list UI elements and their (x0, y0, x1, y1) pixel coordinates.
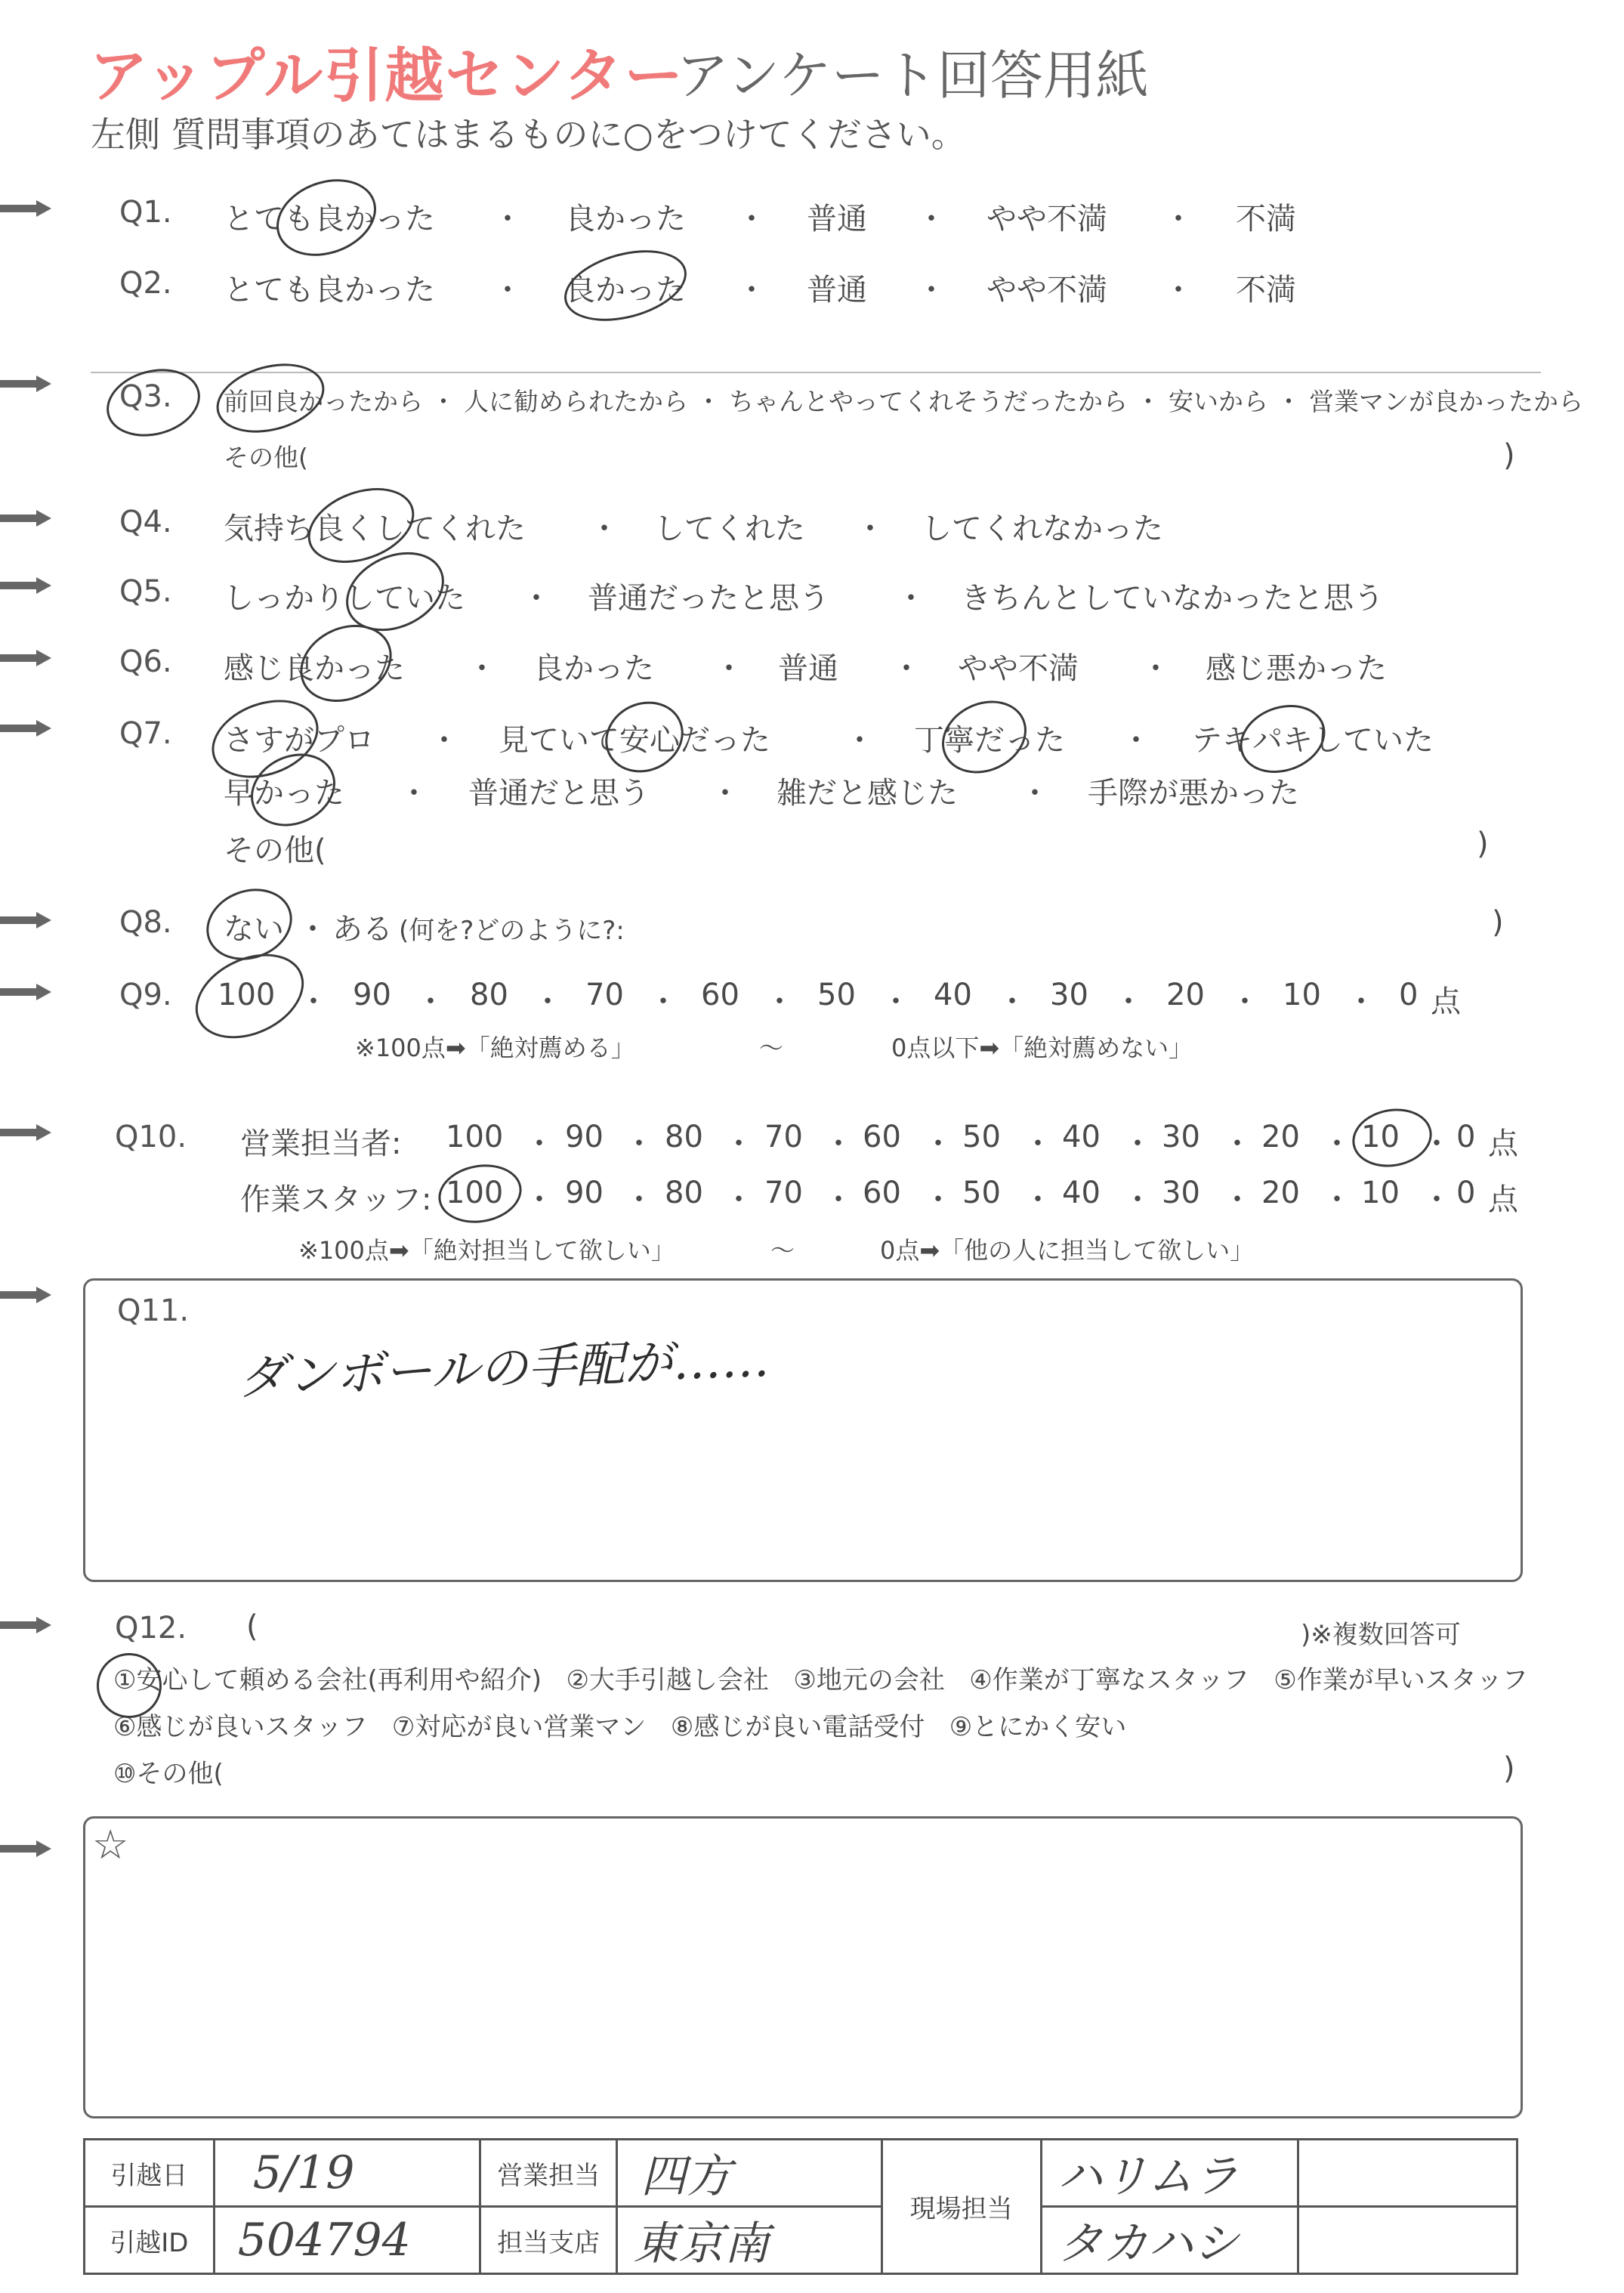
q12-note: )※複数回答可 (1301, 1620, 1461, 1650)
q10-staff-score[interactable]: 20 (1261, 1176, 1300, 1210)
q9-score[interactable]: 0 (1399, 978, 1419, 1012)
arrow-icon (0, 1287, 53, 1303)
separator-dot: ・ (467, 651, 497, 686)
q2-option[interactable]: 普通 (807, 273, 867, 307)
separator-dot: ・ (764, 984, 795, 1019)
separator-dot: ・ (1163, 273, 1193, 307)
separator-dot: ・ (429, 723, 459, 758)
q9-score[interactable]: 20 (1166, 978, 1205, 1012)
q3-label: Q3. (119, 379, 172, 414)
q8-detail-label: (何を?どのように?: (399, 916, 625, 946)
q11-handwritten-answer: ダンボールの手配が…… (237, 1331, 770, 1407)
q10-staff-score[interactable]: 30 (1162, 1176, 1200, 1210)
q3-options-row (224, 382, 1583, 418)
q12-option[interactable]: ⑤作業が早いスタッフ (1274, 1665, 1528, 1695)
arrow-icon (0, 984, 53, 1000)
q9-score[interactable]: 40 (934, 978, 972, 1012)
q10-sales-score[interactable]: 100 (446, 1120, 504, 1154)
q4-option[interactable]: してくれなかった (922, 511, 1163, 546)
separator-dot: ・ (823, 1126, 854, 1161)
branch-label: 担当支店 (480, 2207, 617, 2274)
q11-label: Q11. (117, 1293, 190, 1328)
separator-dot: ・ (844, 723, 875, 758)
separator-dot: ・ (724, 1182, 754, 1217)
q9-score[interactable]: 50 (817, 978, 856, 1012)
q12-row2 (113, 1706, 1126, 1743)
q9-score[interactable]: 70 (585, 978, 624, 1012)
separator-dot: ・ (1322, 1182, 1352, 1217)
q10-staff-score[interactable]: 80 (665, 1176, 703, 1210)
q6-option[interactable]: 良かった (533, 651, 654, 686)
q10-sales-score[interactable]: 30 (1162, 1120, 1200, 1154)
q2-option[interactable]: 良かった (565, 273, 686, 307)
separator-dot: ・ (1346, 984, 1376, 1019)
close-paren: ) (1503, 438, 1515, 473)
q6-option[interactable]: 感じ良かった (224, 651, 405, 686)
comment-box[interactable] (83, 1816, 1523, 2118)
q4-label: Q4. (119, 505, 172, 539)
q1-option[interactable]: 良かった (565, 202, 686, 236)
separator-dot: ・ (1122, 1182, 1153, 1217)
q10-staff-score[interactable]: 0 (1456, 1176, 1476, 1210)
q12-option[interactable]: ⑦対応が良い営業マン (391, 1712, 647, 1742)
q12-label: Q12. (115, 1611, 187, 1646)
separator-dot: ・ (736, 273, 767, 307)
q12-option[interactable]: ⑨とにかく安い (949, 1712, 1127, 1742)
q10-unit: 点 (1488, 1182, 1518, 1217)
separator-dot: ・ (624, 1182, 654, 1217)
separator-dot: ・ (714, 651, 744, 686)
separator-dot: ・ (891, 651, 922, 686)
q1-option[interactable]: 不満 (1236, 202, 1296, 236)
q3-other-label: その他( (224, 443, 308, 472)
q9-score[interactable]: 30 (1050, 978, 1088, 1012)
q9-score[interactable]: 80 (470, 978, 508, 1012)
q7-option[interactable]: 手際が悪かった (1088, 776, 1299, 811)
separator-dot: ・ (624, 1126, 654, 1161)
q4-option[interactable]: してくれた (654, 511, 805, 546)
separator-dot: ・ (1020, 776, 1050, 811)
selection-circle (266, 166, 387, 270)
q10-sales-score[interactable]: 60 (863, 1120, 901, 1154)
q10-staff-label: 作業スタッフ: (240, 1182, 432, 1217)
close-paren: ) (1477, 827, 1489, 861)
separator-dot: ・ (736, 202, 767, 236)
q6-option[interactable]: 感じ悪かった (1206, 651, 1387, 686)
q9-score[interactable]: 90 (353, 978, 391, 1012)
q10-staff-score[interactable]: 70 (764, 1176, 803, 1210)
q2-option[interactable]: やや不満 (986, 273, 1107, 307)
q8-option[interactable]: ない (224, 912, 284, 947)
separator-dot: ・ (648, 984, 678, 1019)
arrow-icon (0, 375, 53, 392)
q7-label: Q7. (119, 716, 172, 751)
q3-option[interactable]: 営業マンが良かったから (1309, 387, 1583, 416)
q7-option[interactable]: 丁寧だった (914, 723, 1065, 758)
q8-option[interactable]: ある (332, 912, 393, 947)
separator-dot: ・ (521, 581, 551, 616)
site-staff-extra[interactable] (1298, 2207, 1517, 2274)
q10-sales-score[interactable]: 0 (1456, 1120, 1476, 1154)
branch-value[interactable]: 東京南 (617, 2207, 881, 2274)
site-label: 現場担当 (881, 2140, 1041, 2274)
separator-dot: ・ (1222, 1182, 1252, 1217)
separator-dot: ・ (415, 984, 446, 1019)
separator-dot: ・ (492, 202, 523, 236)
move-date-label: 引越日 (85, 2140, 215, 2207)
q10-staff-score[interactable]: 40 (1062, 1176, 1101, 1210)
move-id-value[interactable]: 504794 (214, 2207, 480, 2274)
separator-dot: ・ (724, 1126, 754, 1161)
separator-dot: ・ (1122, 1126, 1153, 1161)
q6-option[interactable]: 普通 (778, 651, 838, 686)
site-staff-extra[interactable] (1298, 2140, 1517, 2207)
selection-circle (208, 353, 332, 444)
separator-dot: ・ (823, 1182, 854, 1217)
separator-dot: ・ (524, 1182, 554, 1217)
arrow-icon (0, 577, 53, 594)
arrow-icon (0, 650, 53, 666)
q7-option[interactable]: 普通だと思う (468, 776, 650, 811)
separator-dot: ・ (298, 912, 328, 947)
separator-dot: ・ (855, 511, 885, 546)
q3-option[interactable]: 人に勧められたから (464, 387, 688, 416)
q1-option[interactable]: とても良かった (224, 202, 435, 236)
q11-answer-box[interactable] (83, 1278, 1523, 1582)
q7-option[interactable]: 見ていて安心だった (499, 723, 770, 758)
separator-dot: ・ (399, 776, 429, 811)
q9-unit: 点 (1431, 984, 1461, 1019)
q1-option[interactable]: 普通 (807, 202, 867, 236)
company-logo: アップル引越センター (89, 42, 685, 110)
q12-option[interactable]: ④作業が丁寧なスタッフ (969, 1665, 1249, 1695)
q7-other-label: その他( (224, 833, 326, 868)
separator-dot: ・ (1322, 1126, 1352, 1161)
separator-dot: ・ (492, 273, 523, 307)
sales-value[interactable]: 四方 (617, 2140, 881, 2207)
q2-option[interactable]: 不満 (1236, 273, 1296, 307)
form-title: アンケート回答用紙 (676, 45, 1149, 107)
separator-dot: ・ (1135, 387, 1161, 416)
site-staff-2[interactable]: タカハシ (1041, 2207, 1298, 2274)
selection-circle (182, 938, 318, 1055)
q12-option[interactable]: ①安心して頼める会社(再利用や紹介) (113, 1665, 542, 1695)
q10-note-left: ※100点➡「絶対担当して欲しい」 (298, 1236, 675, 1265)
separator-dot: ・ (1230, 984, 1260, 1019)
q9-score[interactable]: 60 (701, 978, 739, 1012)
selection-circle (557, 238, 695, 333)
q10-sales-score[interactable]: 40 (1062, 1120, 1101, 1154)
close-paren: ) (1503, 1751, 1515, 1786)
q10-staff-score[interactable]: 10 (1361, 1176, 1400, 1210)
q12-option[interactable]: ⑥感じが良いスタッフ (113, 1712, 368, 1742)
separator-dot: ・ (881, 984, 911, 1019)
q9-label: Q9. (119, 978, 172, 1012)
q9-note-right: 0点以下➡「絶対薦めない」 (891, 1034, 1193, 1062)
q10-staff-score[interactable]: 90 (565, 1176, 604, 1210)
q5-option[interactable]: きちんとしていなかったと思う (961, 581, 1384, 616)
q10-note-right: 0点➡「他の人に担当して欲しい」 (880, 1236, 1255, 1265)
q10-unit: 点 (1488, 1126, 1518, 1161)
separator-dot: ・ (431, 387, 456, 416)
q3-option[interactable]: ちゃんとやってくれそうだったから (729, 387, 1128, 416)
arrow-icon (0, 1124, 53, 1141)
q12-open-paren: ( (246, 1609, 258, 1644)
footer-table (83, 2138, 1518, 2275)
q4-option[interactable]: 気持ち良くしてくれた (224, 511, 526, 546)
q7-option[interactable]: 早かった (224, 776, 344, 811)
separator-dot: ・ (916, 273, 946, 307)
q10-staff-score[interactable]: 50 (962, 1176, 1001, 1210)
q1-option[interactable]: やや不満 (986, 202, 1107, 236)
q7-option[interactable]: さすがプロ (224, 723, 375, 758)
q10-sales-score[interactable]: 50 (962, 1120, 1001, 1154)
q10-sales-score[interactable]: 10 (1361, 1120, 1400, 1154)
separator-dot: ・ (1163, 202, 1193, 236)
separator-dot: ・ (696, 387, 721, 416)
separator-dot: ・ (1422, 1182, 1452, 1217)
q10-staff-score[interactable]: 100 (446, 1176, 504, 1210)
q5-option[interactable]: 普通だったと思う (588, 581, 829, 616)
q6-option[interactable]: やや不満 (958, 651, 1079, 686)
q5-option[interactable]: しっかりしていた (224, 581, 465, 616)
instruction-text: 左側 質問事項のあてはまるものに○をつけてください。 (91, 114, 966, 155)
separator-dot: ・ (710, 776, 740, 811)
move-id-label: 引越ID (85, 2207, 215, 2274)
q10-sales-score[interactable]: 90 (565, 1120, 604, 1154)
separator-dot: ・ (1422, 1126, 1452, 1161)
arrow-icon (0, 510, 53, 527)
separator-dot: ・ (896, 581, 926, 616)
move-date-value[interactable]: 5/19 (214, 2140, 480, 2207)
sales-label: 営業担当 (480, 2140, 617, 2207)
q10-note-sep: 〜 (770, 1236, 795, 1265)
separator-dot: ・ (298, 984, 329, 1019)
q2-label: Q2. (119, 266, 172, 301)
q2-option[interactable]: とても良かった (224, 273, 435, 307)
separator-dot: ・ (916, 202, 946, 236)
q1-label: Q1. (119, 195, 172, 230)
separator-dot: ・ (923, 1182, 953, 1217)
q12-option[interactable]: ③地元の会社 (793, 1665, 945, 1695)
q10-sales-score[interactable]: 20 (1261, 1120, 1300, 1154)
q3-option[interactable]: 安いから (1169, 387, 1268, 416)
separator-dot: ・ (923, 1126, 953, 1161)
star-icon: ☆ (92, 1821, 129, 1868)
q10-sales-score[interactable]: 70 (764, 1120, 803, 1154)
separator-dot: ・ (589, 511, 619, 546)
q10-sales-score[interactable]: 80 (665, 1120, 703, 1154)
q5-label: Q5. (119, 574, 172, 609)
separator-dot: ・ (1023, 1182, 1053, 1217)
q6-label: Q6. (119, 644, 172, 679)
separator-dot: ・ (997, 984, 1027, 1019)
q10-staff-score[interactable]: 60 (863, 1176, 901, 1210)
close-paren: ) (1492, 905, 1504, 940)
q9-score[interactable]: 100 (218, 978, 276, 1012)
arrow-icon (0, 1617, 53, 1633)
q9-note-sep: 〜 (759, 1034, 784, 1062)
q12-row1 (113, 1659, 1528, 1696)
q12-option[interactable]: ⑧感じが良い電話受付 (670, 1712, 925, 1742)
q12-other-label: ⑩その他( (113, 1759, 224, 1789)
arrow-icon (0, 912, 53, 929)
q7-option[interactable]: 雑だと感じた (776, 776, 958, 811)
q10-sales-label: 営業担当者: (240, 1126, 402, 1161)
q3-option[interactable]: 前回良かったから (224, 387, 423, 416)
arrow-icon (0, 200, 53, 217)
separator-dot: ・ (1023, 1126, 1053, 1161)
arrow-icon (0, 1840, 53, 1857)
separator-dot: ・ (1113, 984, 1144, 1019)
separator-dot: ・ (1141, 651, 1171, 686)
arrow-icon (0, 720, 53, 737)
selection-circle (434, 1158, 526, 1229)
separator-dot: ・ (1222, 1126, 1252, 1161)
q9-score[interactable]: 10 (1283, 978, 1321, 1012)
separator-dot: ・ (533, 984, 563, 1019)
q12-option[interactable]: ②大手引越し会社 (566, 1665, 769, 1695)
site-staff-1[interactable]: ハリムラ (1041, 2140, 1298, 2207)
q7-option[interactable]: テキパキしていた (1192, 723, 1434, 758)
q8-label: Q8. (119, 905, 172, 940)
separator-dot: ・ (1121, 723, 1151, 758)
separator-dot: ・ (1276, 387, 1301, 416)
separator-dot: ・ (524, 1126, 554, 1161)
q9-note-left: ※100点➡「絶対薦める」 (355, 1034, 635, 1062)
q10-label: Q10. (115, 1120, 187, 1154)
